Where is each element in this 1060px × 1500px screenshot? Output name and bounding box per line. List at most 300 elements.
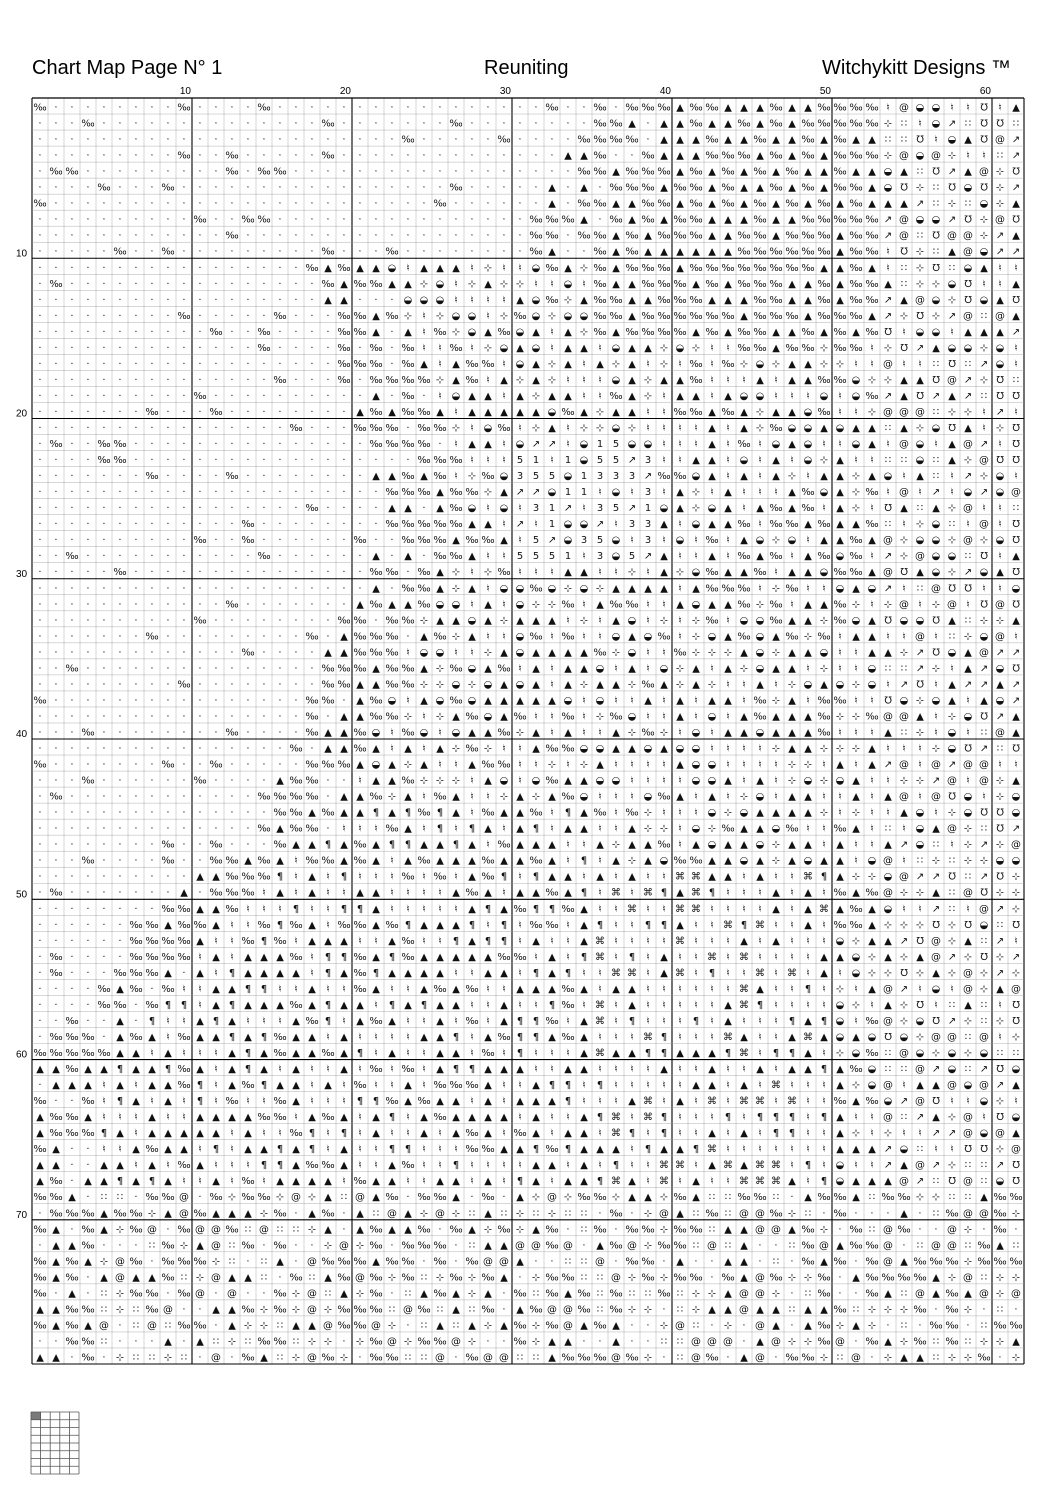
svg-text:‰: ‰ [689,1272,702,1283]
svg-text:◒: ◒ [788,535,797,546]
svg-text:¶: ¶ [757,1000,763,1011]
svg-text:‰: ‰ [865,1256,878,1267]
svg-text:▲: ▲ [500,808,508,819]
svg-text:◒: ◒ [628,711,637,722]
svg-text:·: · [870,1208,873,1219]
svg-text:@: @ [755,1224,765,1235]
svg-text:♮: ♮ [614,904,618,915]
svg-text:▲: ▲ [660,215,668,226]
svg-text:·: · [134,247,137,258]
svg-text:♮: ♮ [742,1064,746,1075]
svg-text:·: · [102,1240,105,1251]
svg-text:▲: ▲ [788,375,796,386]
svg-text:·: · [294,247,297,258]
svg-text:·: · [198,727,201,738]
svg-text:·: · [150,311,153,322]
svg-text:‰: ‰ [49,1032,62,1043]
svg-text:·: · [134,711,137,722]
svg-text:▲: ▲ [836,1064,844,1075]
svg-text:5: 5 [613,439,619,450]
svg-text:‰: ‰ [769,615,782,626]
svg-text:▲: ▲ [692,135,700,146]
svg-text:‰: ‰ [785,311,798,322]
svg-text:▲: ▲ [836,840,844,851]
svg-text:▲: ▲ [548,840,556,851]
svg-text:♮: ♮ [870,727,874,738]
svg-text:▲: ▲ [852,1032,860,1043]
svg-text:·: · [70,888,73,899]
svg-text:‰: ‰ [353,1176,366,1187]
svg-text:‰: ‰ [33,1224,46,1235]
svg-text:▲: ▲ [228,1272,236,1283]
svg-text:·: · [134,631,137,642]
svg-text:▲: ▲ [596,840,604,851]
svg-text:▲: ▲ [436,567,444,578]
svg-text:♮: ♮ [758,519,762,530]
svg-text:‰: ‰ [369,1016,382,1027]
svg-text:·: · [518,135,521,146]
svg-text:·: · [38,840,41,851]
svg-text:♮: ♮ [614,1096,618,1107]
svg-text:◒: ◒ [900,1144,909,1155]
svg-text:▲: ▲ [500,968,508,979]
svg-text:‰: ‰ [65,551,78,562]
svg-text:♮: ♮ [502,455,506,466]
svg-text:▲: ▲ [804,567,812,578]
svg-text:·: · [102,535,105,546]
svg-text:℧: ℧ [980,952,988,963]
svg-text:⌘: ⌘ [595,936,605,947]
svg-text:▲: ▲ [612,199,620,210]
svg-text:¶: ¶ [389,952,395,963]
svg-text:▲: ▲ [1012,1336,1020,1347]
svg-text:▲: ▲ [628,119,636,130]
svg-text:·: · [278,503,281,514]
svg-text:▲: ▲ [820,151,828,162]
svg-text:♮: ♮ [806,936,810,947]
svg-text:♮: ♮ [358,1128,362,1139]
svg-text:♮: ♮ [774,487,778,498]
svg-text:◒: ◒ [980,567,989,578]
svg-text:◒: ◒ [948,343,957,354]
svg-text:♮: ♮ [822,583,826,594]
svg-text:▲: ▲ [452,711,460,722]
svg-text:▲: ▲ [436,583,444,594]
svg-text:▲: ▲ [708,455,716,466]
svg-text:♮: ♮ [550,679,554,690]
svg-text:‰: ‰ [593,135,606,146]
svg-text:◒: ◒ [628,439,637,450]
svg-text:·: · [278,663,281,674]
svg-text:⊹: ⊹ [692,615,700,626]
svg-text:‰: ‰ [689,103,702,114]
svg-text:·: · [310,311,313,322]
svg-text:◒: ◒ [884,1096,893,1107]
svg-text:‰: ‰ [513,311,526,322]
svg-text:◒: ◒ [836,423,845,434]
svg-text:·: · [118,407,121,418]
svg-text:◒: ◒ [900,695,909,706]
svg-text:♮: ♮ [566,375,570,386]
svg-text:·: · [134,727,137,738]
svg-text:♮: ♮ [182,1096,186,1107]
svg-text:♮: ♮ [774,952,778,963]
svg-text:♮: ♮ [486,455,490,466]
svg-text:▲: ▲ [660,567,668,578]
svg-text:·: · [54,551,57,562]
svg-text:‰: ‰ [65,1272,78,1283]
svg-text:⊹: ⊹ [772,647,780,658]
svg-text:¶: ¶ [309,1144,315,1155]
svg-text:·: · [38,647,41,658]
svg-text:‰: ‰ [625,327,638,338]
svg-text:♮: ♮ [486,1000,490,1011]
svg-text:·: · [294,119,297,130]
svg-text:⊹: ⊹ [852,503,860,514]
svg-text:¶: ¶ [197,1080,203,1091]
svg-text:▲: ▲ [724,840,732,851]
svg-text:·: · [150,856,153,867]
svg-text:‰: ‰ [497,760,510,771]
svg-text:∷: ∷ [917,167,923,178]
svg-text:♮: ♮ [502,1048,506,1059]
svg-text:‰: ‰ [369,599,382,610]
svg-text:⊹: ⊹ [500,311,508,322]
svg-text:‰: ‰ [641,1256,654,1267]
svg-text:♮: ♮ [774,776,778,787]
svg-text:⌘: ⌘ [803,872,813,883]
svg-text:▲: ▲ [756,503,764,514]
svg-text:‰: ‰ [849,279,862,290]
svg-text:♮: ♮ [550,1048,554,1059]
svg-text:▲: ▲ [548,247,556,258]
svg-text:℧: ℧ [964,744,972,755]
svg-text:·: · [70,984,73,995]
svg-text:⊹: ⊹ [708,647,716,658]
svg-text:▲: ▲ [404,744,412,755]
svg-text:·: · [134,503,137,514]
svg-text:‰: ‰ [81,1048,94,1059]
svg-text:·: · [310,375,313,386]
svg-text:⊹: ⊹ [388,792,396,803]
svg-text:@: @ [707,1240,717,1251]
svg-text:♮: ♮ [598,968,602,979]
svg-text:·: · [390,551,393,562]
svg-text:℧: ℧ [996,1112,1004,1123]
svg-text:@: @ [995,311,1005,322]
svg-text:‰: ‰ [673,407,686,418]
svg-text:@: @ [611,1272,621,1283]
svg-text:·: · [294,551,297,562]
svg-text:∷: ∷ [277,1320,283,1331]
svg-text:♮: ♮ [726,1176,730,1187]
svg-text:·: · [182,231,185,242]
svg-text:▲: ▲ [148,1112,156,1123]
svg-text:▲: ▲ [868,263,876,274]
svg-text:·: · [326,615,329,626]
svg-text:♮: ♮ [886,808,890,819]
svg-text:▲: ▲ [676,1048,684,1059]
svg-text:‰: ‰ [385,487,398,498]
svg-text:▲: ▲ [228,1064,236,1075]
svg-text:⊹: ⊹ [820,455,828,466]
svg-text:‰: ‰ [593,167,606,178]
svg-text:‰: ‰ [753,167,766,178]
svg-text:♮: ♮ [710,1032,714,1043]
svg-text:⊹: ⊹ [436,311,444,322]
svg-text:·: · [294,599,297,610]
svg-text:↗: ↗ [916,1112,924,1123]
svg-text:·: · [390,359,393,370]
svg-text:·: · [198,247,201,258]
svg-text:▲: ▲ [868,567,876,578]
svg-text:·: · [310,583,313,594]
svg-text:▲: ▲ [676,920,684,931]
svg-text:⊹: ⊹ [548,599,556,610]
svg-text:·: · [134,567,137,578]
svg-text:◒: ◒ [932,119,941,130]
svg-text:·: · [406,183,409,194]
svg-text:▲: ▲ [404,968,412,979]
svg-text:‰: ‰ [33,1320,46,1331]
svg-text:·: · [214,247,217,258]
svg-text:▲: ▲ [900,167,908,178]
svg-text:·: · [118,487,121,498]
svg-text:@: @ [883,535,893,546]
svg-text:♮: ♮ [838,391,842,402]
svg-text:▲: ▲ [116,984,124,995]
svg-text:·: · [86,567,89,578]
svg-text:♮: ♮ [678,840,682,851]
svg-text:‰: ‰ [561,792,574,803]
svg-text:▲: ▲ [244,968,252,979]
svg-text:♮: ♮ [630,1032,634,1043]
svg-text:◒: ◒ [948,647,957,658]
svg-text:♮: ♮ [182,1112,186,1123]
svg-text:♮: ♮ [598,888,602,899]
svg-text:@: @ [883,888,893,899]
svg-text:‰: ‰ [545,1224,558,1235]
svg-text:·: · [374,199,377,210]
svg-text:·: · [230,327,233,338]
svg-text:♮: ♮ [534,567,538,578]
svg-text:@: @ [915,407,925,418]
svg-text:▲: ▲ [772,888,780,899]
svg-text:¶: ¶ [117,1176,123,1187]
svg-text:·: · [38,679,41,690]
svg-text:⌘: ⌘ [739,952,749,963]
svg-text:↗: ↗ [948,167,956,178]
svg-text:∷: ∷ [325,1288,331,1299]
svg-text:·: · [374,455,377,466]
svg-text:▲: ▲ [740,103,748,114]
svg-text:‰: ‰ [593,199,606,210]
svg-text:@: @ [979,776,989,787]
svg-text:‰: ‰ [865,1016,878,1027]
svg-text:♮: ♮ [678,519,682,530]
svg-text:∷: ∷ [917,583,923,594]
svg-text:▲: ▲ [580,647,588,658]
svg-text:@: @ [883,1240,893,1251]
svg-text:·: · [54,455,57,466]
svg-text:⊹: ⊹ [980,984,988,995]
svg-text:♮: ♮ [694,1096,698,1107]
svg-text:▲: ▲ [804,1320,812,1331]
svg-text:♮: ♮ [390,1080,394,1091]
svg-text:⊹: ⊹ [116,1224,124,1235]
svg-text:◒: ◒ [500,343,509,354]
svg-text:◒: ◒ [436,295,445,306]
svg-text:▲: ▲ [740,535,748,546]
svg-text:♮: ♮ [678,776,682,787]
svg-text:·: · [70,1160,73,1171]
svg-text:·: · [374,183,377,194]
svg-text:¶: ¶ [597,1080,603,1091]
column-number: 60 [980,86,992,97]
svg-text:⊹: ⊹ [468,471,476,482]
svg-text:♮: ♮ [726,551,730,562]
svg-text:·: · [262,744,265,755]
svg-text:‰: ‰ [625,1256,638,1267]
svg-text:@: @ [115,1272,125,1283]
svg-text:▲: ▲ [212,1032,220,1043]
svg-text:@: @ [883,1080,893,1091]
svg-text:·: · [262,199,265,210]
svg-text:▲: ▲ [628,215,636,226]
svg-text:♮: ♮ [486,1160,490,1171]
svg-text:▲: ▲ [164,1144,172,1155]
svg-text:·: · [70,375,73,386]
svg-text:▲: ▲ [788,808,796,819]
svg-text:‰: ‰ [161,904,174,915]
svg-text:▲: ▲ [340,1112,348,1123]
svg-text:▲: ▲ [436,840,444,851]
svg-text:♮: ♮ [454,1016,458,1027]
svg-text:·: · [230,263,233,274]
svg-text:⊹: ⊹ [980,231,988,242]
svg-text:‰: ‰ [465,1352,478,1363]
svg-text:♮: ♮ [230,1160,234,1171]
svg-text:·: · [198,103,201,114]
svg-text:◒: ◒ [852,952,861,963]
svg-text:◒: ◒ [580,455,589,466]
svg-text:‰: ‰ [769,423,782,434]
svg-text:·: · [38,663,41,674]
column-number: 50 [820,86,832,97]
svg-text:‰: ‰ [481,760,494,771]
svg-text:♮: ♮ [390,872,394,883]
svg-text:‰: ‰ [769,183,782,194]
svg-text:↗: ↗ [900,1096,908,1107]
svg-text:◒: ◒ [596,663,605,674]
svg-text:·: · [86,535,89,546]
svg-text:♮: ♮ [614,920,618,931]
svg-text:·: · [342,119,345,130]
svg-text:·: · [214,647,217,658]
svg-text:▲: ▲ [84,1080,92,1091]
svg-text:·: · [182,471,185,482]
svg-text:·: · [70,455,73,466]
svg-text:⌘: ⌘ [611,1112,621,1123]
svg-text:♮: ♮ [470,1096,474,1107]
svg-text:@: @ [899,599,909,610]
svg-text:⊹: ⊹ [660,359,668,370]
svg-text:·: · [262,663,265,674]
svg-text:♮: ♮ [662,535,666,546]
svg-text:◒: ◒ [452,727,461,738]
svg-text:⊹: ⊹ [772,744,780,755]
svg-text:♮: ♮ [726,888,730,899]
svg-text:♮: ♮ [822,1080,826,1091]
svg-text:♮: ♮ [438,343,442,354]
svg-text:▲: ▲ [628,1048,636,1059]
svg-text:‰: ‰ [817,375,830,386]
svg-text:∷: ∷ [997,1048,1003,1059]
svg-text:⊹: ⊹ [612,1192,620,1203]
svg-text:‰: ‰ [401,407,414,418]
svg-text:♮: ♮ [582,375,586,386]
svg-text:·: · [246,263,249,274]
svg-text:¶: ¶ [325,968,331,979]
svg-text:⊹: ⊹ [852,936,860,947]
svg-text:@: @ [979,904,989,915]
svg-text:‰: ‰ [833,311,846,322]
svg-text:‰: ‰ [257,792,270,803]
svg-text:▲: ▲ [324,1176,332,1187]
svg-text:·: · [86,599,89,610]
svg-text:↗: ↗ [980,1064,988,1075]
svg-text:·: · [134,583,137,594]
svg-text:▲: ▲ [900,503,908,514]
svg-text:↗: ↗ [980,840,988,851]
svg-text:·: · [262,808,265,819]
svg-text:·: · [310,744,313,755]
svg-text:@: @ [1011,1144,1021,1155]
svg-text:♮: ♮ [470,792,474,803]
svg-text:‰: ‰ [305,856,318,867]
svg-text:♮: ♮ [822,439,826,450]
svg-text:·: · [102,1352,105,1363]
svg-text:‰: ‰ [257,824,270,835]
svg-text:‰: ‰ [401,663,414,674]
svg-text:‰: ‰ [273,1032,286,1043]
svg-text:·: · [118,103,121,114]
svg-text:⊹: ⊹ [1012,904,1020,915]
svg-text:▲: ▲ [948,695,956,706]
svg-text:▲: ▲ [644,343,652,354]
svg-text:·: · [438,103,441,114]
svg-text:‰: ‰ [449,119,462,130]
svg-text:♮: ♮ [406,904,410,915]
svg-text:⊹: ⊹ [852,1128,860,1139]
svg-text:·: · [454,1352,457,1363]
svg-text:⊹: ⊹ [980,968,988,979]
svg-text:♮: ♮ [662,423,666,434]
svg-text:↗: ↗ [884,1144,892,1155]
svg-text:∷: ∷ [869,1224,875,1235]
svg-text:‰: ‰ [705,263,718,274]
svg-text:¶: ¶ [725,1112,731,1123]
svg-text:·: · [150,744,153,755]
svg-text:·: · [790,1320,793,1331]
svg-text:▲: ▲ [388,936,396,947]
svg-text:♮: ♮ [422,872,426,883]
svg-text:▲: ▲ [708,295,716,306]
svg-text:▲: ▲ [708,551,716,562]
svg-text:‰: ‰ [449,663,462,674]
svg-text:▲: ▲ [276,1000,284,1011]
svg-text:♮: ♮ [326,1128,330,1139]
